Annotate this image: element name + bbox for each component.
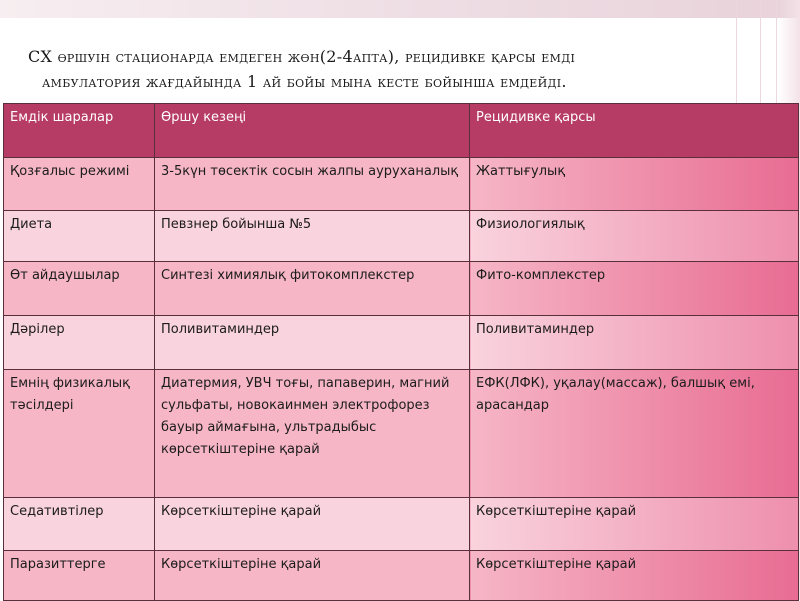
table-row — [4, 316, 799, 370]
title-line-1: СХ өршуін стационарда емдеген жөн(2-4апта), рецидивке қарсы емді — [28, 47, 576, 66]
table-cell: Паразиттерге — [4, 551, 155, 601]
header-cell: Рецидивке қарсы — [470, 104, 799, 158]
table-cell: Физиологиялық — [470, 211, 799, 262]
table-cell: Певзнер бойынша №5 — [155, 211, 470, 262]
table-row — [4, 370, 799, 498]
top-decoration-band — [0, 0, 800, 18]
slide-title — [28, 44, 748, 94]
table-cell: Көрсеткіштеріне қарай — [470, 498, 799, 551]
table-cell: ЕФК(ЛФК), уқалау(массаж), балшық емі, арасандар — [470, 370, 799, 498]
table-cell: Синтезі химиялық фитокомплекстер — [155, 262, 470, 316]
table-cell: Көрсеткіштеріне қарай — [155, 551, 470, 601]
table-cell: Емнің физикалық тәсілдері — [4, 370, 155, 498]
table-row — [4, 211, 799, 262]
table-cell: Көрсеткіштеріне қарай — [470, 551, 799, 601]
table-cell: Көрсеткіштеріне қарай — [155, 498, 470, 551]
table-cell: Жаттығулық — [470, 158, 799, 211]
table-row — [4, 158, 799, 211]
header-cell: Өршу кезеңі — [155, 104, 470, 158]
table-cell: Дәрілер — [4, 316, 155, 370]
table-cell: Фито-комплекстер — [470, 262, 799, 316]
table-cell: Седативтілер — [4, 498, 155, 551]
header-cell: Емдік шаралар — [4, 104, 155, 158]
table-row — [4, 498, 799, 551]
table-cell: Диета — [4, 211, 155, 262]
table-row — [4, 551, 799, 601]
treatment-table — [3, 103, 799, 601]
table-header-row — [4, 104, 799, 158]
table-cell: Поливитаминдер — [470, 316, 799, 370]
table-row — [4, 262, 799, 316]
table-cell: Өт айдаушылар — [4, 262, 155, 316]
table-cell: 3-5күн төсектік сосын жалпы ауруханалық — [155, 158, 470, 211]
table-cell: Поливитаминдер — [155, 316, 470, 370]
table-cell: Диатермия, УВЧ тоғы, папаверин, магний сульфаты, новокаинмен электрофорез бауыр аймағына, ультрадыбыс көрсеткіштеріне қарай — [155, 370, 470, 498]
title-line-2: амбулатория жағдайында 1 ай бойы мына кесте бойынша емдейді. — [42, 72, 567, 91]
table-cell: Қозғалыс режимі — [4, 158, 155, 211]
